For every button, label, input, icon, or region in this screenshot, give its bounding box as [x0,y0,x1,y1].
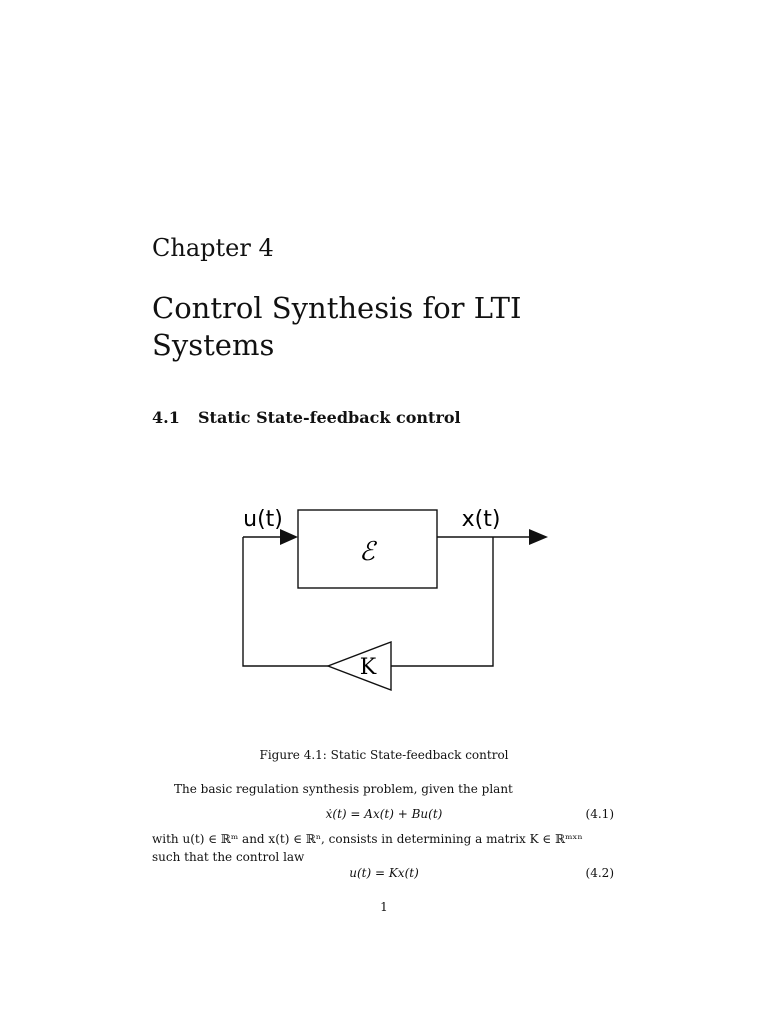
section-heading [152,408,461,427]
section-title: Static State-feedback control [198,408,461,427]
feedback-path-left [243,537,328,666]
body-paragraph-1: The basic regulation synthesis problem, given the plant [174,782,513,796]
feedback-block-diagram [200,496,570,706]
chapter-title: Control Synthesis for LTI Systems [152,291,522,362]
plant-symbol: ℰ [359,537,375,567]
equation-4-2: u(t) = Kx(t) [349,866,419,880]
page-number: 1 [380,900,388,914]
feedback-path-right [391,537,493,666]
chapter-label: Chapter 4 [152,234,274,262]
body-paragraph-3: such that the control law [152,850,305,864]
equation-number-4-1: (4.1) [585,807,614,821]
output-label: x(t) [461,507,501,532]
equation-4-1: ẋ(t) = Ax(t) + Bu(t) [325,807,443,821]
gain-label: K [359,655,377,680]
equation-number-4-2: (4.2) [585,866,614,880]
body-paragraph-2: with u(t) ∈ ℝᵐ and x(t) ∈ ℝⁿ, consists in determining a matrix K ∈ ℝᵐˣⁿ [152,832,583,846]
figure-caption: Figure 4.1: Static State-feedback control [259,748,509,762]
output-arrowhead [529,529,548,545]
section-number: 4.1 [152,408,180,427]
input-label: u(t) [243,507,283,532]
